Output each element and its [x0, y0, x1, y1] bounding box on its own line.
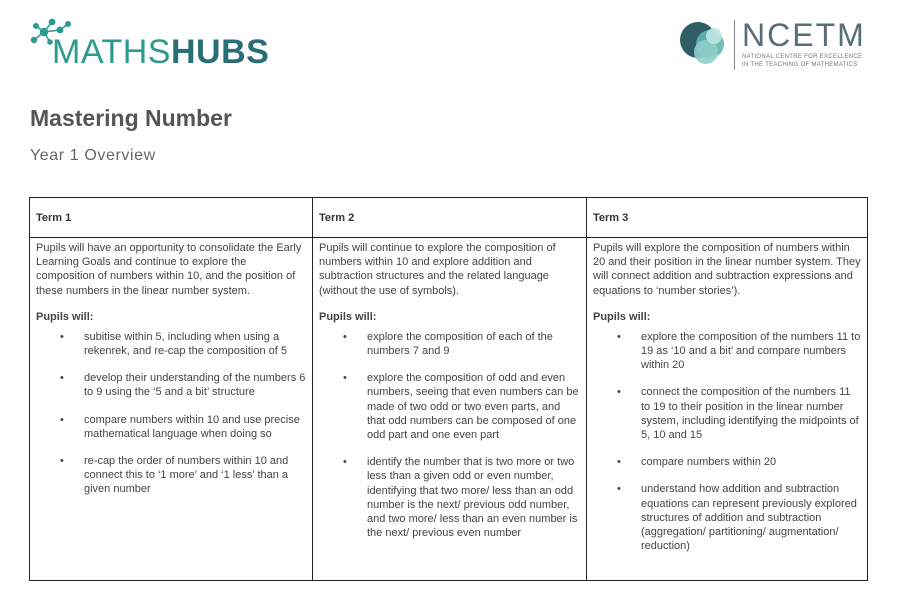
- ncetm-tagline-2: IN THE TEACHING OF MATHEMATICS: [742, 62, 858, 68]
- logo-divider: [734, 20, 735, 70]
- term-1-bullets: [36, 330, 306, 497]
- term-1-intro: Pupils will have an opportunity to consolidate the Early Learning Goals and continue to explore the composition of numbers within 10, and the position of these numbers in the linear number system.: [36, 242, 302, 297]
- maths-hubs-wordmark: MATHSHUBS: [52, 33, 270, 71]
- maths-hubs-logo: [30, 18, 270, 71]
- list-item: • develop their understanding of the numbers 6 to 9 using the ‘5 and a bit’ structure: [84, 371, 306, 399]
- term-2-intro: Pupils will continue to explore the composition of numbers within 10 and explore addition and subtraction structures and the related language (without the use of symbols).: [319, 242, 556, 297]
- ncetm-wordmark: NCETM: [742, 17, 866, 53]
- table-content-row: [30, 238, 868, 581]
- document-subtitle: Year 1 Overview: [30, 147, 156, 164]
- list-item: • explore the composition of each of the numbers 7 and 9: [367, 330, 580, 358]
- ncetm-circles-icon: [678, 18, 732, 72]
- term-3-intro: Pupils will explore the composition of numbers within 20 and their position in the linear number system. They will connect addition and subtraction expressions and equations to ‘number stories’).: [593, 242, 861, 297]
- term-3-pupils-will: Pupils will:: [593, 310, 651, 323]
- list-item: • understand how addition and subtraction equations can represent previously explored structures of addition and subtraction (aggregation/ partitioning/ augmentation/ reduction): [641, 482, 861, 553]
- term-2-header: Term 2: [313, 198, 587, 238]
- list-item: • explore the composition of the numbers 11 to 19 as ‘10 and a bit’ and compare numbers within 20: [641, 330, 861, 373]
- ncetm-tagline-1: NATIONAL CENTRE FOR EXCELLENCE: [742, 54, 863, 60]
- term-1-pupils-will: Pupils will:: [36, 310, 94, 323]
- term-2-cell: [313, 238, 587, 581]
- term-1-header: Term 1: [30, 198, 313, 238]
- term-3-bullets: [593, 330, 861, 554]
- table-header-row: [30, 198, 868, 238]
- ncetm-logo: [678, 18, 878, 73]
- term-2-bullets: [319, 330, 580, 541]
- document-title: Mastering Number: [30, 105, 232, 131]
- term-2-pupils-will: Pupils will:: [319, 310, 377, 323]
- list-item: • subitise within 5, including when using a rekenrek, and re-cap the composition of 5: [84, 330, 306, 358]
- term-3-header: Term 3: [587, 198, 868, 238]
- term-3-cell: [587, 238, 868, 581]
- list-item: • explore the composition of odd and even numbers, seeing that even numbers can be made of two odd or two even parts, and that odd numbers can be composed of one odd part and one even part: [367, 371, 580, 442]
- list-item: • compare numbers within 10 and use precise mathematical language when doing so: [84, 413, 306, 441]
- overview-table: [29, 197, 868, 581]
- list-item: • compare numbers within 20: [641, 455, 861, 469]
- list-item: • identify the number that is two more or two less than a given odd or even number, identifying that two more/ less than an odd number is the next/ previous odd number, and two more/ less than an even number is the next/ previous even number: [367, 455, 580, 540]
- list-item: • connect the composition of the numbers 11 to 19 to their position in the linear number system, including identifying the midpoints of 5, 10 and 15: [641, 385, 861, 442]
- list-item: • re-cap the order of numbers within 10 and connect this to ‘1 more’ and ‘1 less’ than a given number: [84, 454, 306, 497]
- term-1-cell: [30, 238, 313, 581]
